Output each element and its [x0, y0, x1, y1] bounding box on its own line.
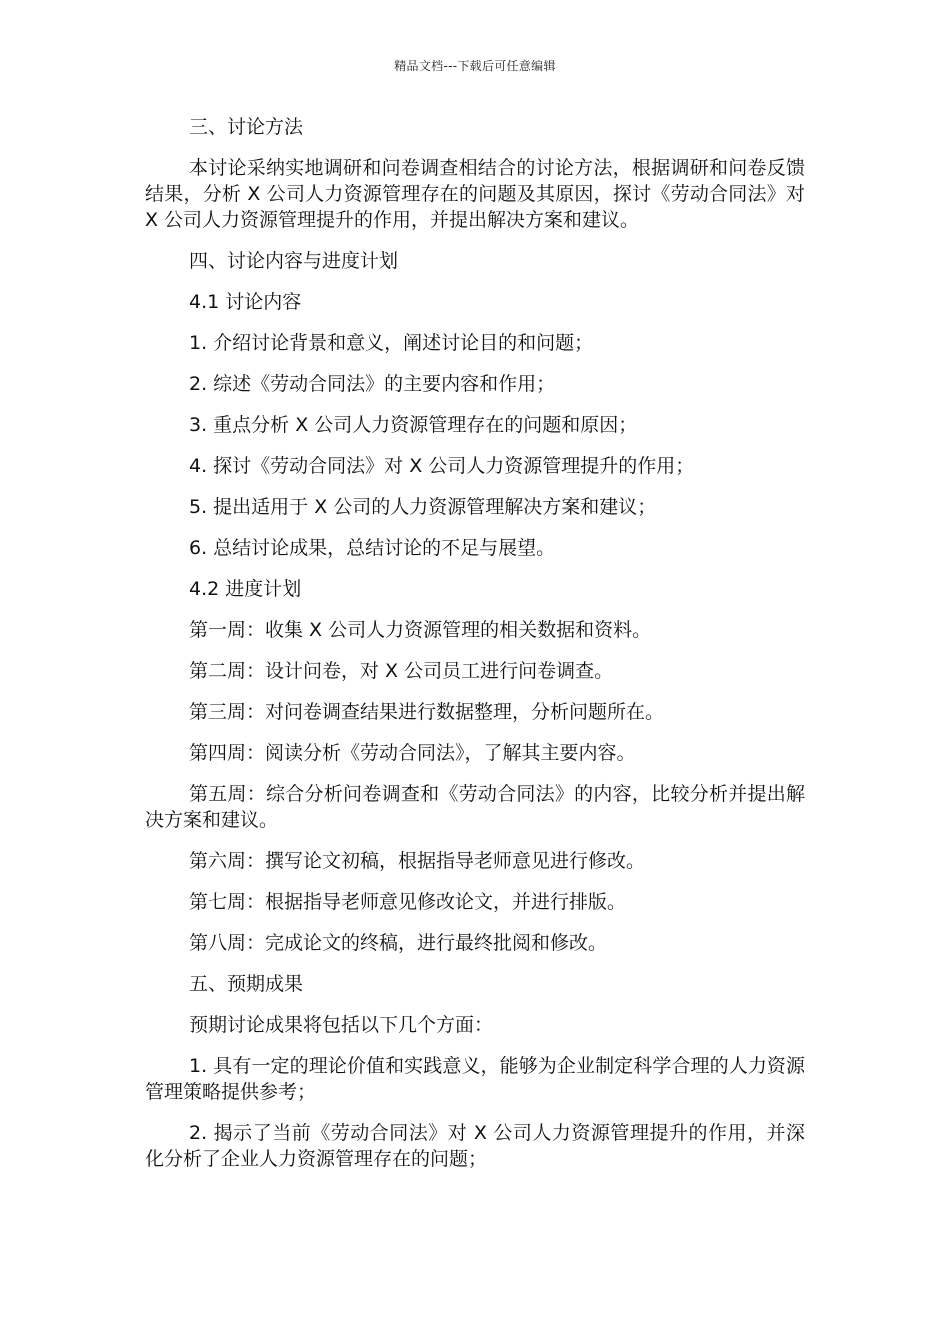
outcome-item: 1. 具有一定的理论价值和实践意义，能够为企业制定科学合理的人力资源管理策略提供参考； [145, 1055, 805, 1103]
schedule-item: 第四周：阅读分析《劳动合同法》，了解其主要内容。 [189, 742, 636, 764]
content-list-item: 6. 总结讨论成果，总结讨论的不足与展望。 [189, 537, 556, 559]
schedule-item: 第三周：对问卷调查结果进行数据整理，分析问题所在。 [189, 701, 665, 723]
section-heading-methods: 三、讨论方法 [189, 116, 304, 138]
schedule-item: 第八周：完成论文的终稿，进行最终批阅和修改。 [189, 932, 608, 954]
schedule-item: 第七周：根据指导老师意见修改论文，并进行排版。 [189, 891, 627, 913]
methods-paragraph: 本讨论采纳实地调研和问卷调查相结合的讨论方法，根据调研和问卷反馈结果，分析 X 公司人力资源管理存在的问题及其原因，探讨《劳动合同法》对 X 公司人力资源管理提升的作用，并提出解决方案和建议。 [145, 157, 805, 231]
page-header: 精品文档---下载后可任意编辑 [394, 59, 556, 73]
content-list-item: 4. 探讨《劳动合同法》对 X 公司人力资源管理提升的作用； [189, 455, 695, 477]
document-body [145, 114, 805, 1187]
content-list-item: 2. 综述《劳动合同法》的主要内容和作用； [189, 373, 556, 395]
section-heading-content-plan: 四、讨论内容与进度计划 [189, 250, 399, 272]
content-list-item: 1. 介绍讨论背景和意义，阐述讨论目的和问题； [189, 332, 594, 354]
schedule-item: 第二周：设计问卷，对 X 公司员工进行问卷调查。 [189, 660, 614, 682]
outcome-item: 2. 揭示了当前《劳动合同法》对 X 公司人力资源管理提升的作用，并深化分析了企业人力资源管理存在的问题； [145, 1122, 805, 1170]
content-list-item: 5. 提出适用于 X 公司的人力资源管理解决方案和建议； [189, 496, 657, 518]
outcomes-intro: 预期讨论成果将包括以下几个方面： [189, 1014, 494, 1036]
section-heading-outcomes: 五、预期成果 [189, 973, 304, 995]
schedule-item: 第五周：综合分析问卷调查和《劳动合同法》的内容，比较分析并提出解决方案和建议。 [145, 783, 805, 831]
subheading-schedule: 4.2 进度计划 [189, 578, 302, 600]
content-list-item: 3. 重点分析 X 公司人力资源管理存在的问题和原因； [189, 414, 638, 436]
subheading-content: 4.1 讨论内容 [189, 291, 302, 313]
schedule-item: 第一周：收集 X 公司人力资源管理的相关数据和资料。 [189, 619, 652, 641]
schedule-item: 第六周：撰写论文初稿，根据指导老师意见进行修改。 [189, 850, 646, 872]
